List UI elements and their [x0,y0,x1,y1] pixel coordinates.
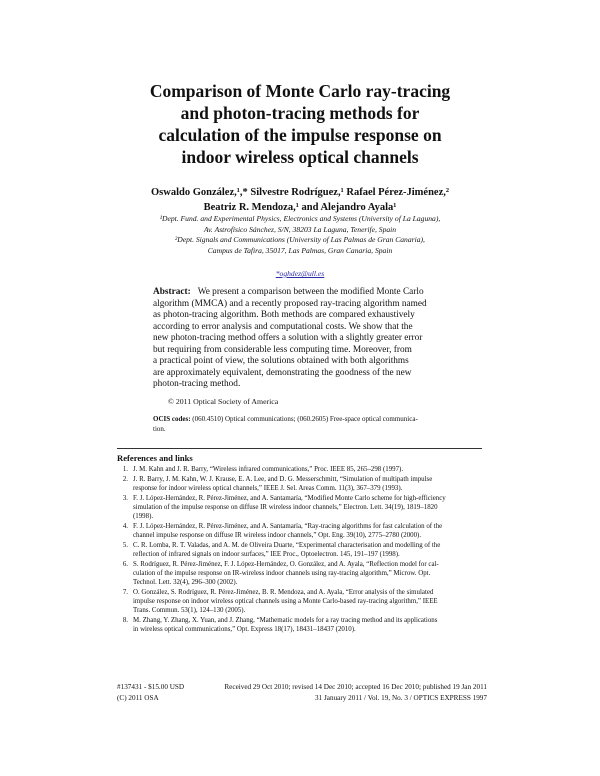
reference-number: 5. [122,541,128,549]
divider [117,448,482,449]
footer-copyright: (C) 2011 OSA [117,694,159,702]
title-line: indoor wireless optical channels [181,147,419,167]
abstract-line: are approximately equivalent, demonstrating the goodness of the new [153,367,412,378]
reference-text: F. J. López-Hernández, R. Pérez-Jiménez, and A. Santamaría, “Modified Monte Carlo scheme for high-efficiency [133,494,446,502]
reference-item [117,494,487,522]
affiliation-line: ¹Dept. Fund. and Experimental Physics, Electronics and Systems (University of La Laguna), [159,214,441,223]
reference-text: in wireless optical communications,” Opt. Express 18(17), 18431–18437 (2010). [133,625,356,633]
affiliation-line: Av. Astrofísico Sánchez, S/N, 38203 La Laguna, Tenerife, Spain [203,224,397,234]
abstract-line: as photon-tracing algorithm. Both methods are compared exhaustively [153,310,415,320]
paper-title [100,80,500,168]
affiliations [100,214,500,256]
reference-item [117,522,487,540]
title-line: Comparison of Monte Carlo ray-tracing [149,81,451,101]
footer-line-2 [117,694,487,702]
reference-list [117,465,487,635]
ocis-line: (060.4510) Optical communications; (060.2605) Free-space optical communica- [192,415,418,423]
reference-text: channel impulse response on diffuse IR wireless indoor channels,” Opt. Eng. 39(10), 2775–2780 (2000). [133,531,422,539]
footer-dates: Received 29 Oct 2010; revised 14 Dec 2010; accepted 16 Dec 2010; published 19 Jan 2011 [224,683,487,691]
affiliation-line: ²Dept. Signals and Communications (University of Las Palmas de Gran Canaria), [175,235,425,245]
reference-number: 7. [122,588,128,596]
reference-text: J. M. Kahn and J. R. Barry, “Wireless infrared communications,” Proc. IEEE 85, 265–298 (1997). [133,466,404,473]
references-heading: References and links [117,453,193,463]
abstract-line: algorithm (MMCA) and a recently proposed ray-tracing algorithm named [153,298,427,309]
footer-journal-info: 31 January 2011 / Vol. 19, No. 3 / OPTICS EXPRESS 1997 [315,694,487,702]
abstract-line: according to error analysis and computational costs. We show that the [153,321,413,332]
footer-article-id: #137431 - $15.00 USD [117,683,185,691]
corresponding-email [100,269,500,278]
reference-text: (1998). [133,513,154,521]
reference-text: C. R. Lomba, R. T. Valadas, and A. M. de Oliveira Duarte, “Experimental characterisation and modelling of the [133,541,441,549]
reference-item [117,541,487,559]
author-line: Oswaldo González,¹,* Silvestre Rodríguez,¹ Rafael Pérez-Jiménez,² [150,187,450,198]
reference-text: impulse response on indoor wireless optical channels using a Monte Carlo-based ray-tracing algorithm,” IEEE [133,597,438,605]
affiliation-line: Campus de Tafira, 35017, Las Palmas, Gran Canaria, Spain [207,245,393,255]
reference-text: J. R. Barry, J. M. Kahn, W. J. Krause, E. A. Lee, and D. G. Messerschmitt, “Simulation of multipath impulse [133,475,433,483]
reference-item [117,560,487,588]
reference-text: culation of the impulse response on IR-wireless indoor channels using ray-tracing algorithm,” Microw. Opt. [133,569,431,577]
abstract-line: We present a comparison between the modified Monte Carlo [197,287,424,297]
reference-text: S. Rodríguez, R. Pérez-Jiménez, F. J. López-Hernández, O. González, and A. Ayala, “Reflection model for cal- [133,560,439,568]
reference-text: Technol. Lett. 32(4), 296–300 (2002). [133,578,238,586]
reference-text: response for indoor wireless optical channels,” IEEE J. Sel. Areas Comm. 11(3), 367–379 (1993). [133,484,403,492]
author-list [100,185,500,215]
reference-text: reflection of infrared signals on indoor surfaces,” IEE Proc., Optoelectron. 145, 191–197 (1998). [133,550,400,558]
reference-number: 4. [122,522,128,530]
author-line: Beatriz R. Mendoza,¹ and Alejandro Ayala¹ [203,202,397,213]
ocis-line: tion. [153,424,166,433]
ocis-label: OCIS codes: [153,415,191,423]
copyright-notice: © 2011 Optical Society of America [168,397,279,406]
abstract-line: new photon-tracing method offers a solution with a slightly greater error [153,333,423,343]
reference-item [117,588,487,616]
reference-item [117,465,487,474]
footer-line-1 [117,683,487,691]
reference-number: 2. [122,475,128,483]
email-link[interactable]: *oghdez@ull.es [275,269,325,278]
abstract-line: photon-tracing method. [153,379,241,389]
reference-text: F. J. López-Hernández, R. Pérez-Jiménez, and A. Santamaría, “Ray-tracing algorithms for fast calculation of the [133,522,443,530]
reference-number: 3. [122,494,128,502]
reference-number: 6. [122,560,128,568]
reference-item [117,475,487,493]
title-line: and photon-tracing methods for [180,103,420,123]
reference-text: O. González, S. Rodríguez, R. Pérez-Jiménez, B. R. Mendoza, and A. Ayala, “Error analysis of the simulated [133,588,434,596]
reference-number: 8. [122,616,128,624]
reference-text: simulation of the impulse response on diffuse IR wireless indoor channels,” Electron. Lett. 34(19), 1819–1820 [133,503,438,511]
title-line: calculation of the impulse response on [158,125,442,145]
abstract [153,287,451,391]
abstract-line: a practical point of view, the solutions obtained with both algorithms [153,356,409,366]
reference-item [117,616,487,634]
abstract-label: Abstract: [153,287,191,297]
reference-number: 1. [122,466,128,473]
reference-text: M. Zhang, Y. Zhang, X. Yuan, and J. Zhang, “Mathematic models for a ray tracing method and its applications [133,616,438,624]
reference-text: Trans. Commun. 53(1), 124–130 (2005). [133,607,246,615]
abstract-line: but requiring from considerable less computing time. Moreover, from [153,344,412,355]
ocis-codes [153,415,453,434]
